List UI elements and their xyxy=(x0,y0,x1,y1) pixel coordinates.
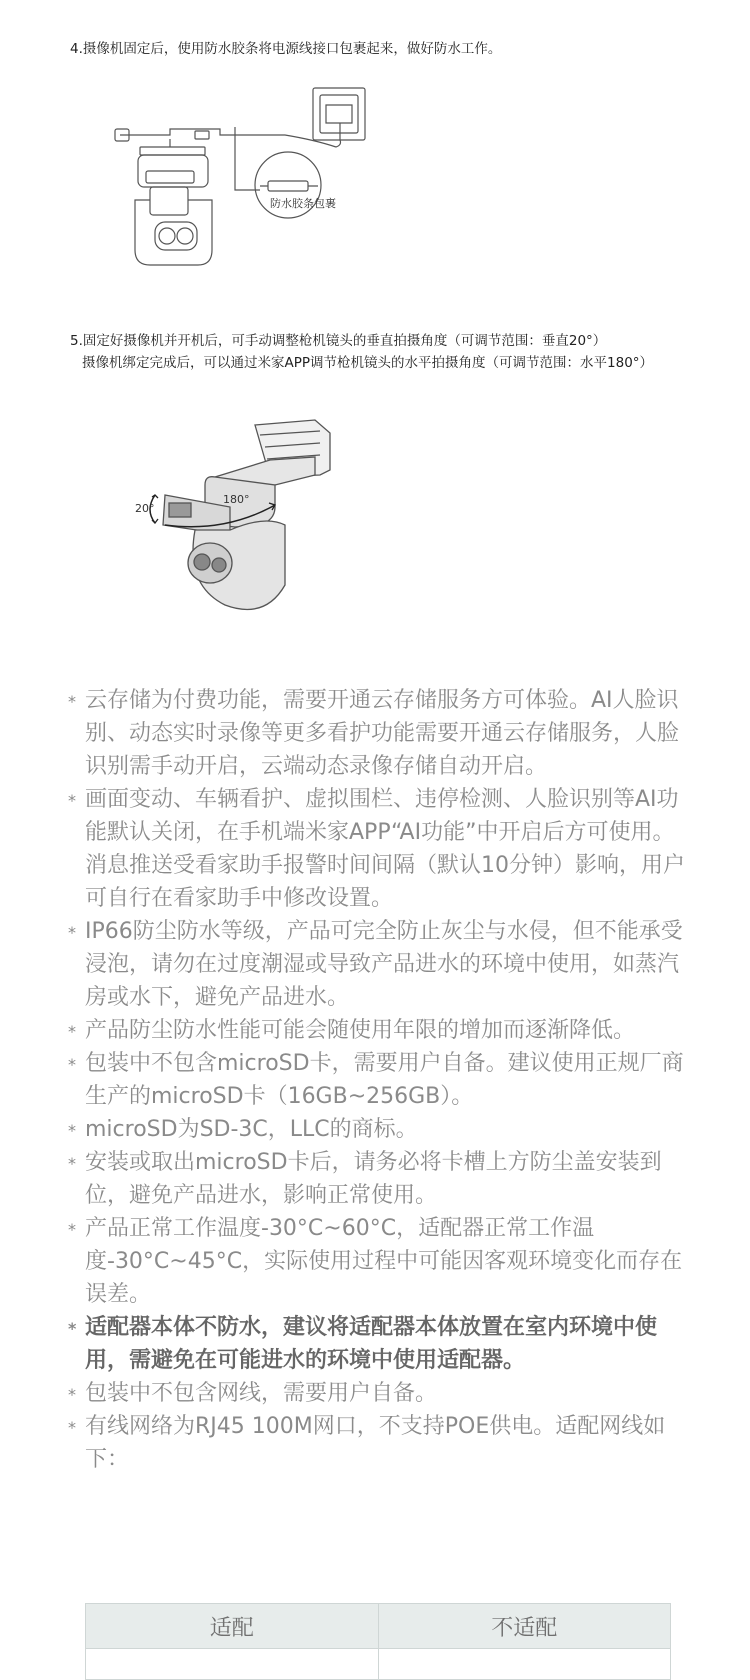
asterisk-icon: * xyxy=(68,1319,77,1338)
note-text: 云存储为付费功能，需要开通云存储服务方可体验。AI人脸识别、动态实时录像等更多看护功能需要开通云存储服务，人脸识别需手动开启，云端动态录像存储自动开启。 xyxy=(85,688,680,779)
note-item xyxy=(68,1377,688,1410)
note-text: IP66防尘防水等级，产品可完全防止灰尘与水侵，但不能承受浸泡，请勿在过度潮湿或导致产品进水的环境中使用，如蒸汽房或水下，避免产品进水。 xyxy=(85,919,683,1010)
note-item xyxy=(68,684,688,783)
step-4-instruction: 4.摄像机固定后，使用防水胶条将电源线接口包裹起来，做好防水工作。 xyxy=(70,41,502,57)
note-text: 有线网络为RJ45 100M网口，不支持POE供电。适配网线如下： xyxy=(85,1414,666,1472)
asterisk-icon: * xyxy=(68,1121,76,1140)
asterisk-icon: * xyxy=(68,1418,76,1437)
cable-compat-table xyxy=(85,1603,671,1680)
camera-angle-illustration xyxy=(135,415,365,630)
note-text: 产品正常工作温度-30°C~60°C，适配器正常工作温度-30°C~45°C，实际使用过程中可能因客观环境变化而存在误差。 xyxy=(85,1216,683,1307)
table-cell xyxy=(86,1649,379,1680)
vertical-angle-label: 20° xyxy=(135,502,155,515)
note-item xyxy=(68,1311,688,1377)
note-item xyxy=(68,1014,688,1047)
note-item xyxy=(68,783,688,915)
tape-label: 防水胶条包裹 xyxy=(270,197,336,210)
note-item xyxy=(68,915,688,1014)
note-text: 包装中不包含网线，需要用户自备。 xyxy=(85,1381,438,1406)
asterisk-icon: * xyxy=(68,1055,76,1074)
asterisk-icon: * xyxy=(68,923,76,942)
waterproof-tape-illustration xyxy=(110,85,390,285)
asterisk-icon: * xyxy=(68,791,76,810)
note-item xyxy=(68,1047,688,1113)
asterisk-icon: * xyxy=(68,1022,76,1041)
note-text: 安装或取出microSD卡后，请务必将卡槽上方防尘盖安装到位，避免产品进水，影响正常使用。 xyxy=(85,1150,662,1208)
note-text: 画面变动、车辆看护、虚拟围栏、违停检测、人脸识别等AI功能默认关闭，在手机端米家APP“AI功能”中开启后方可使用。消息推送受看家助手报警时间间隔（默认10分钟）影响，用户可自行在看家助手中修改设置。 xyxy=(85,787,685,911)
note-item xyxy=(68,1146,688,1212)
asterisk-icon: * xyxy=(68,1385,76,1404)
asterisk-icon: * xyxy=(68,692,76,711)
note-item xyxy=(68,1113,688,1146)
notes-list xyxy=(68,684,688,1476)
note-text: 包装中不包含microSD卡，需要用户自备。建议使用正规厂商生产的microSD卡（16GB~256GB）。 xyxy=(85,1051,684,1109)
header-incompatible: 不适配 xyxy=(378,1604,671,1649)
table-row xyxy=(86,1649,671,1680)
note-text: microSD为SD-3C，LLC的商标。 xyxy=(85,1117,418,1142)
asterisk-icon: * xyxy=(68,1154,76,1173)
table-header-row xyxy=(86,1604,671,1649)
table-cell xyxy=(378,1649,671,1680)
horizontal-angle-label: 180° xyxy=(223,493,250,506)
note-text: 适配器本体不防水，建议将适配器本体放置在室内环境中使用，需避免在可能进水的环境中使用适配器。 xyxy=(85,1315,658,1373)
asterisk-icon: * xyxy=(68,1220,76,1239)
step-5-instruction: 5.固定好摄像机并开机后，可手动调整枪机镜头的垂直拍摄角度（可调节范围：垂直20°） xyxy=(70,333,607,349)
note-text: 产品防尘防水性能可能会随使用年限的增加而逐渐降低。 xyxy=(85,1018,636,1043)
step-5-instruction-cont: 摄像机绑定完成后，可以通过米家APP调节枪机镜头的水平拍摄角度（可调节范围：水平180°） xyxy=(82,355,654,371)
note-item xyxy=(68,1212,688,1311)
note-item xyxy=(68,1410,688,1476)
header-compatible: 适配 xyxy=(86,1604,379,1649)
